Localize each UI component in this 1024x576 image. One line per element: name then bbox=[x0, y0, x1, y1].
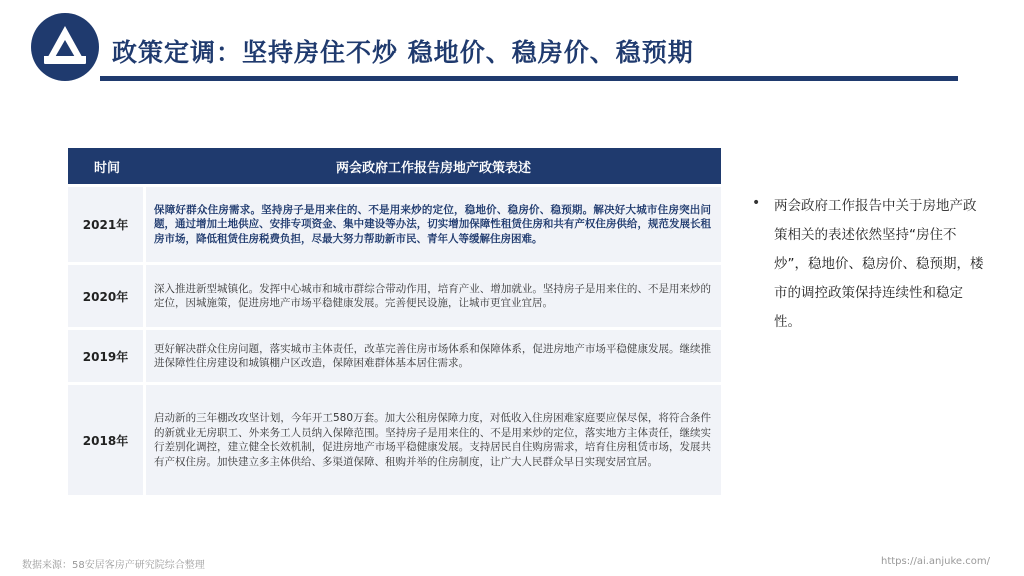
page-title: 政策定调：坚持房住不炒 稳地价、稳房价、稳预期 bbox=[112, 38, 694, 67]
title-underline bbox=[100, 76, 958, 81]
column-header-policy: 两会政府工作报告房地产政策表述 bbox=[146, 148, 721, 184]
row-year: 2018年 bbox=[68, 385, 146, 495]
table-row bbox=[68, 385, 721, 495]
row-policy-text: 深入推进新型城镇化。发挥中心城市和城市群综合带动作用，培育产业、增加就业。坚持房子是用来住的、不是用来炒的定位，因城施策，促进房地产市场平稳健康发展。完善便民设施，让城市更宜业宜居。 bbox=[146, 265, 721, 327]
summary-text: 两会政府工作报告中关于房地产政策相关的表述依然坚持“房住不炒”，稳地价、稳房价、稳预期，楼市的调控政策保持连续性和稳定性。 bbox=[774, 198, 984, 330]
table-row bbox=[68, 265, 721, 327]
table-header-row bbox=[68, 148, 721, 184]
row-policy-text: 更好解决群众住房问题，落实城市主体责任，改革完善住房市场体系和保障体系，促进房地产市场平稳健康发展。继续推进保障性住房建设和城镇棚户区改造，保障困难群体基本居住需求。 bbox=[146, 330, 721, 382]
row-year: 2019年 bbox=[68, 330, 146, 382]
row-year: 2020年 bbox=[68, 265, 146, 327]
footer-url: https://ai.anjuke.com/ bbox=[880, 556, 990, 567]
policy-table bbox=[68, 145, 721, 498]
table-row bbox=[68, 187, 721, 262]
anjuke-logo-icon bbox=[30, 12, 100, 82]
bullet-dot-icon: • bbox=[752, 195, 761, 211]
row-year: 2021年 bbox=[68, 187, 146, 262]
table-row bbox=[68, 330, 721, 382]
summary-bullet bbox=[752, 192, 984, 337]
row-policy-text: 启动新的三年棚改攻坚计划，今年开工580万套。加大公租房保障力度，对低收入住房困难家庭要应保尽保，将符合条件的新就业无房职工、外来务工人员纳入保障范围。坚持房子是用来住的、不是用来炒的定位，落实地方主体责任，继续实行差别化调控，建立健全长效机制，促进房地产市场平稳健康发展。支持居民自住购房需求，培育住房租赁市场，发展共有产权住房。加快建立多主体供给、多渠道保障、租购并举的住房制度，让广大人民群众早日实现安居宜居。 bbox=[146, 385, 721, 495]
data-source-note: 数据来源：58安居客房产研究院综合整理 bbox=[22, 560, 205, 571]
column-header-time: 时间 bbox=[68, 148, 146, 184]
row-policy-text: 保障好群众住房需求。坚持房子是用来住的、不是用来炒的定位，稳地价、稳房价、稳预期。解决好大城市住房突出问题，通过增加土地供应、安排专项资金、集中建设等办法，切实增加保障性租赁住房和共有产权住房供给，规范发展长租房市场，降低租赁住房税费负担，尽最大努力帮助新市民、青年人等缓解住房困难。 bbox=[146, 187, 721, 262]
